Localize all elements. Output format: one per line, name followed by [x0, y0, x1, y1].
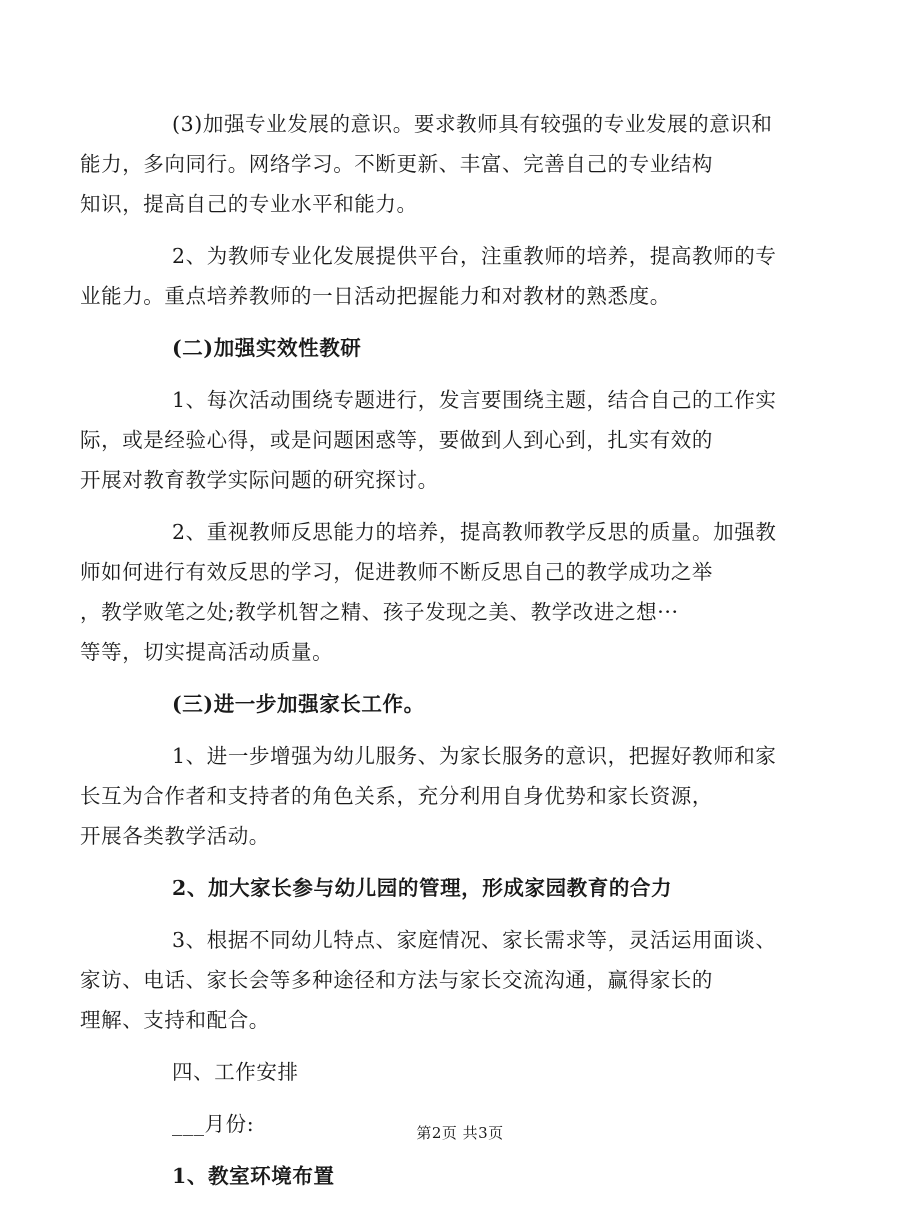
text-line: 长互为合作者和支持者的角色关系，充分利用自身优势和家长资源，: [80, 784, 713, 808]
section-heading: [172, 868, 776, 908]
text-line: 开展各类教学活动。: [80, 824, 270, 848]
paragraph: [80, 736, 777, 856]
text-line: 1、每次活动围绕专题进行，发言要围绕主题，结合自己的工作实: [172, 388, 777, 412]
text-line: 1、教室环境布置: [172, 1164, 335, 1188]
paragraph: [80, 512, 777, 672]
text-line: 理解、支持和配合。: [80, 1008, 270, 1032]
section-heading: [172, 684, 776, 724]
page-footer: 第2页 共3页: [416, 1124, 504, 1142]
paragraph: [80, 380, 777, 500]
text-line: 3、根据不同幼儿特点、家庭情况、家长需求等，灵活运用面谈、: [172, 928, 777, 952]
text-line: 2、重视教师反思能力的培养，提高教师教学反思的质量。加强教: [172, 520, 777, 544]
section-heading: [172, 328, 776, 368]
document-body: [80, 104, 777, 1208]
text-line: 业能力。重点培养教师的一日活动把握能力和对教材的熟悉度。: [80, 284, 671, 308]
text-line: 家访、电话、家长会等多种途径和方法与家长交流沟通，赢得家长的: [80, 968, 713, 992]
text-line: 等等，切实提高活动质量。: [80, 640, 334, 664]
text-line: 1、进一步增强为幼儿服务、为家长服务的意识，把握好教师和家: [172, 744, 777, 768]
section-heading: [172, 1156, 776, 1196]
text-line: (3)加强专业发展的意识。要求教师具有较强的专业发展的意识和: [172, 112, 773, 136]
text-line: (二)加强实效性教研: [172, 336, 362, 360]
text-line: ___月份:: [172, 1112, 255, 1136]
text-line: 际，或是经验心得，或是问题困惑等，要做到人到心到，扎实有效的: [80, 428, 713, 452]
text-line: 2、为教师专业化发展提供平台，注重教师的培养，提高教师的专: [172, 244, 777, 268]
text-line: 知识，提高自己的专业水平和能力。: [80, 192, 418, 216]
text-line: 2、加大家长参与幼儿园的管理，形成家园教育的合力: [172, 876, 673, 900]
text-line: 能力，多向同行。网络学习。不断更新、丰富、完善自己的专业结构: [80, 152, 713, 176]
paragraph: [172, 1052, 776, 1092]
text-line: 开展对教育教学实际问题的研究探讨。: [80, 468, 439, 492]
text-line: 四、工作安排: [172, 1060, 299, 1084]
paragraph: [80, 236, 777, 316]
paragraph: [80, 920, 777, 1040]
text-line: ，教学败笔之处;教学机智之精、孩子发现之美、教学改进之想···: [80, 600, 679, 624]
text-line: (三)进一步加强家长工作。: [172, 692, 425, 716]
text-line: 师如何进行有效反思的学习，促进教师不断反思自己的教学成功之举: [80, 560, 713, 584]
paragraph: [80, 104, 776, 224]
